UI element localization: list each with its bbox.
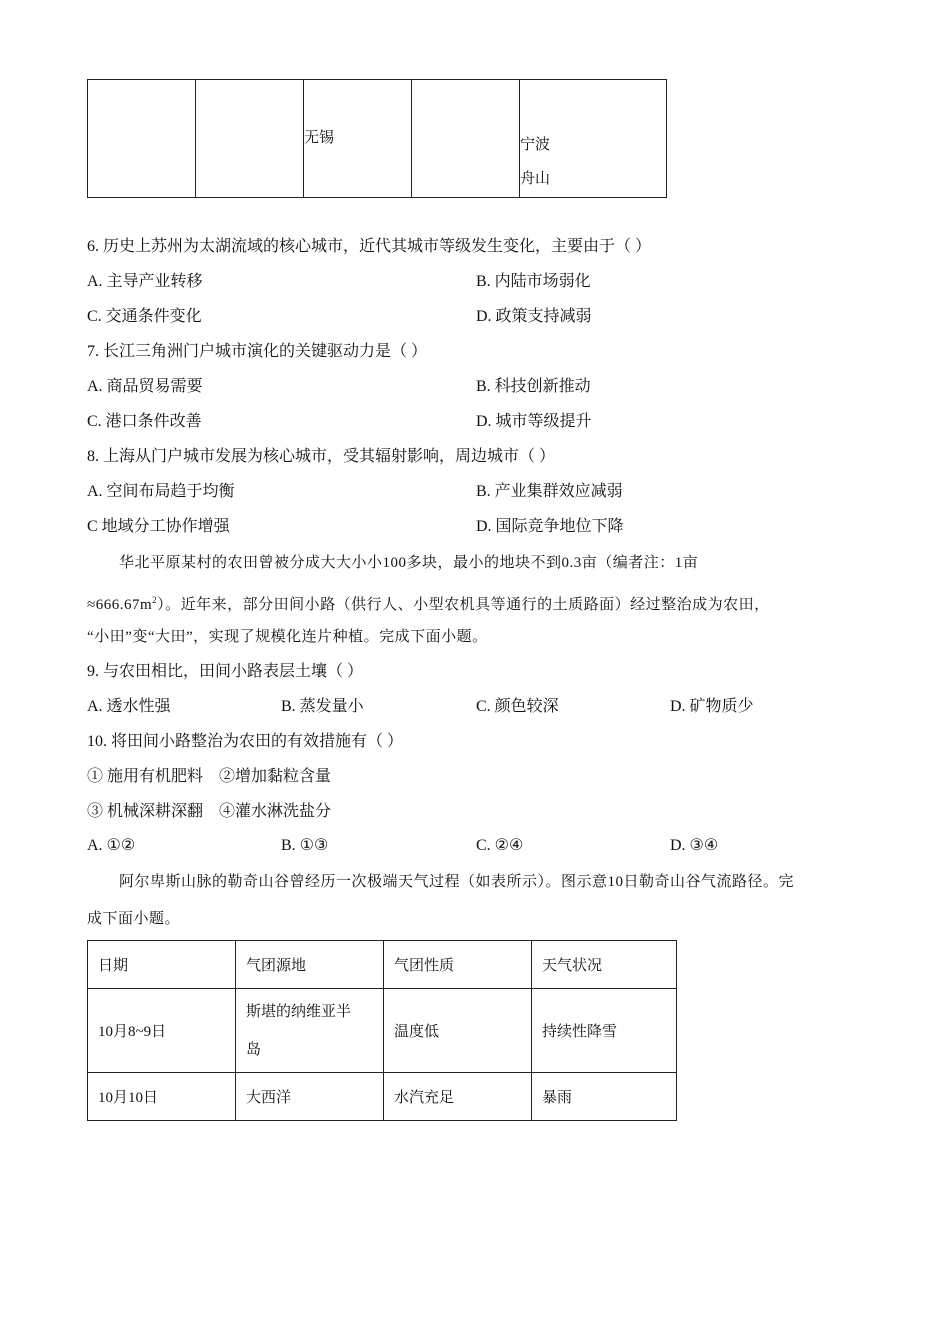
question-7-options bbox=[87, 377, 867, 397]
option-d[interactable]: D. 矿物质少 bbox=[670, 698, 754, 715]
option-d[interactable]: D. 国际竞争地位下降 bbox=[476, 518, 624, 535]
option-c[interactable]: C. 颜色较深 bbox=[476, 698, 559, 715]
option-d[interactable]: D. 城市等级提升 bbox=[476, 413, 592, 430]
passage-farmland-line3: “小田”变“大田”，实现了规模化连片种植。完成下面小题。 bbox=[87, 629, 488, 645]
option-c[interactable]: C. 交通条件变化 bbox=[87, 308, 202, 325]
header-nature: 气团性质 bbox=[384, 941, 532, 989]
question-8-options bbox=[87, 482, 867, 502]
option-a[interactable]: A. 主导产业转移 bbox=[87, 273, 203, 290]
question-6-options bbox=[87, 272, 867, 292]
table-cell bbox=[88, 80, 196, 198]
question-6-options bbox=[87, 307, 867, 327]
cell-nature: 温度低 bbox=[384, 989, 532, 1073]
passage-farmland-line2: $\approx 666.67m^2$）。近年来，部分田间小路（供行人、小型农机具等通行的土质路面）经过整治成为农田， bbox=[87, 595, 770, 613]
city-wuxi: 无锡 bbox=[304, 130, 335, 146]
table-header-row bbox=[88, 941, 677, 989]
city-table-fragment bbox=[87, 79, 667, 198]
passage-farmland-line1: 华北平原某村的农田曾被分成大大小小100多块，最小的地块不到0.3亩（编者注：1亩 bbox=[119, 555, 699, 571]
option-b[interactable]: B. 蒸发量小 bbox=[281, 698, 364, 715]
cell-date: 10月8~9日 bbox=[88, 989, 236, 1073]
table-row bbox=[88, 1073, 677, 1121]
cell-source: 大西洋 bbox=[236, 1073, 384, 1121]
cell-weather: 暴雨 bbox=[532, 1073, 677, 1121]
option-b[interactable]: B. ①③ bbox=[281, 837, 329, 854]
option-a[interactable]: A. 透水性强 bbox=[87, 698, 171, 715]
table-cell bbox=[196, 80, 304, 198]
header-source: 气团源地 bbox=[236, 941, 384, 989]
question-7-options bbox=[87, 412, 867, 432]
option-b[interactable]: B. 内陆市场弱化 bbox=[476, 273, 591, 290]
question-10-measures-2: ③ 机械深耕深翻 ④灌水淋洗盐分 bbox=[87, 803, 332, 820]
city-ningbo: 宁波 bbox=[520, 137, 551, 153]
option-a[interactable]: A. 商品贸易需要 bbox=[87, 378, 203, 395]
option-a[interactable]: A. 空间布局趋于均衡 bbox=[87, 483, 235, 500]
question-8-options bbox=[87, 517, 867, 537]
weather-table bbox=[87, 940, 677, 1121]
cell-weather: 持续性降雪 bbox=[532, 989, 677, 1073]
header-weather: 天气状况 bbox=[532, 941, 677, 989]
option-a[interactable]: A. ①② bbox=[87, 837, 136, 854]
question-10-stem: 10. 将田间小路整治为农田的有效措施有（ ） bbox=[87, 733, 404, 750]
cell-source: 斯堪的纳维亚半 岛 bbox=[236, 989, 384, 1073]
table-cell bbox=[304, 80, 412, 198]
cell-nature: 水汽充足 bbox=[384, 1073, 532, 1121]
question-10-measures-1: ① 施用有机肥料 ②增加黏粒含量 bbox=[87, 768, 332, 785]
city-zhoushan: 舟山 bbox=[520, 171, 551, 187]
passage-alps-line2: 成下面小题。 bbox=[87, 911, 181, 927]
question-10-options bbox=[87, 836, 867, 856]
option-b[interactable]: B. 产业集群效应减弱 bbox=[476, 483, 623, 500]
option-c[interactable]: C. 港口条件改善 bbox=[87, 413, 202, 430]
question-9-stem: 9. 与农田相比，田间小路表层土壤（ ） bbox=[87, 663, 364, 680]
option-d[interactable]: D. 政策支持减弱 bbox=[476, 308, 592, 325]
question-6-stem: 6. 历史上苏州为太湖流域的核心城市，近代其城市等级发生变化，主要由于（ ） bbox=[87, 238, 652, 255]
table-cell bbox=[520, 80, 667, 198]
header-date: 日期 bbox=[88, 941, 236, 989]
table-cell bbox=[412, 80, 520, 198]
passage-alps-line1: 阿尔卑斯山脉的勒奇山谷曾经历一次极端天气过程（如表所示）。图示意10日勒奇山谷气流路径。完 bbox=[119, 874, 795, 890]
option-c[interactable]: C 地域分工协作增强 bbox=[87, 518, 230, 535]
option-d[interactable]: D. ③④ bbox=[670, 837, 719, 854]
option-c[interactable]: C. ②④ bbox=[476, 837, 524, 854]
question-9-options bbox=[87, 697, 867, 717]
question-7-stem: 7. 长江三角洲门户城市演化的关键驱动力是（ ） bbox=[87, 343, 428, 360]
option-b[interactable]: B. 科技创新推动 bbox=[476, 378, 591, 395]
table-row bbox=[88, 989, 677, 1073]
cell-date: 10月10日 bbox=[88, 1073, 236, 1121]
question-8-stem: 8. 上海从门户城市发展为核心城市，受其辐射影响，周边城市（ ） bbox=[87, 448, 556, 465]
